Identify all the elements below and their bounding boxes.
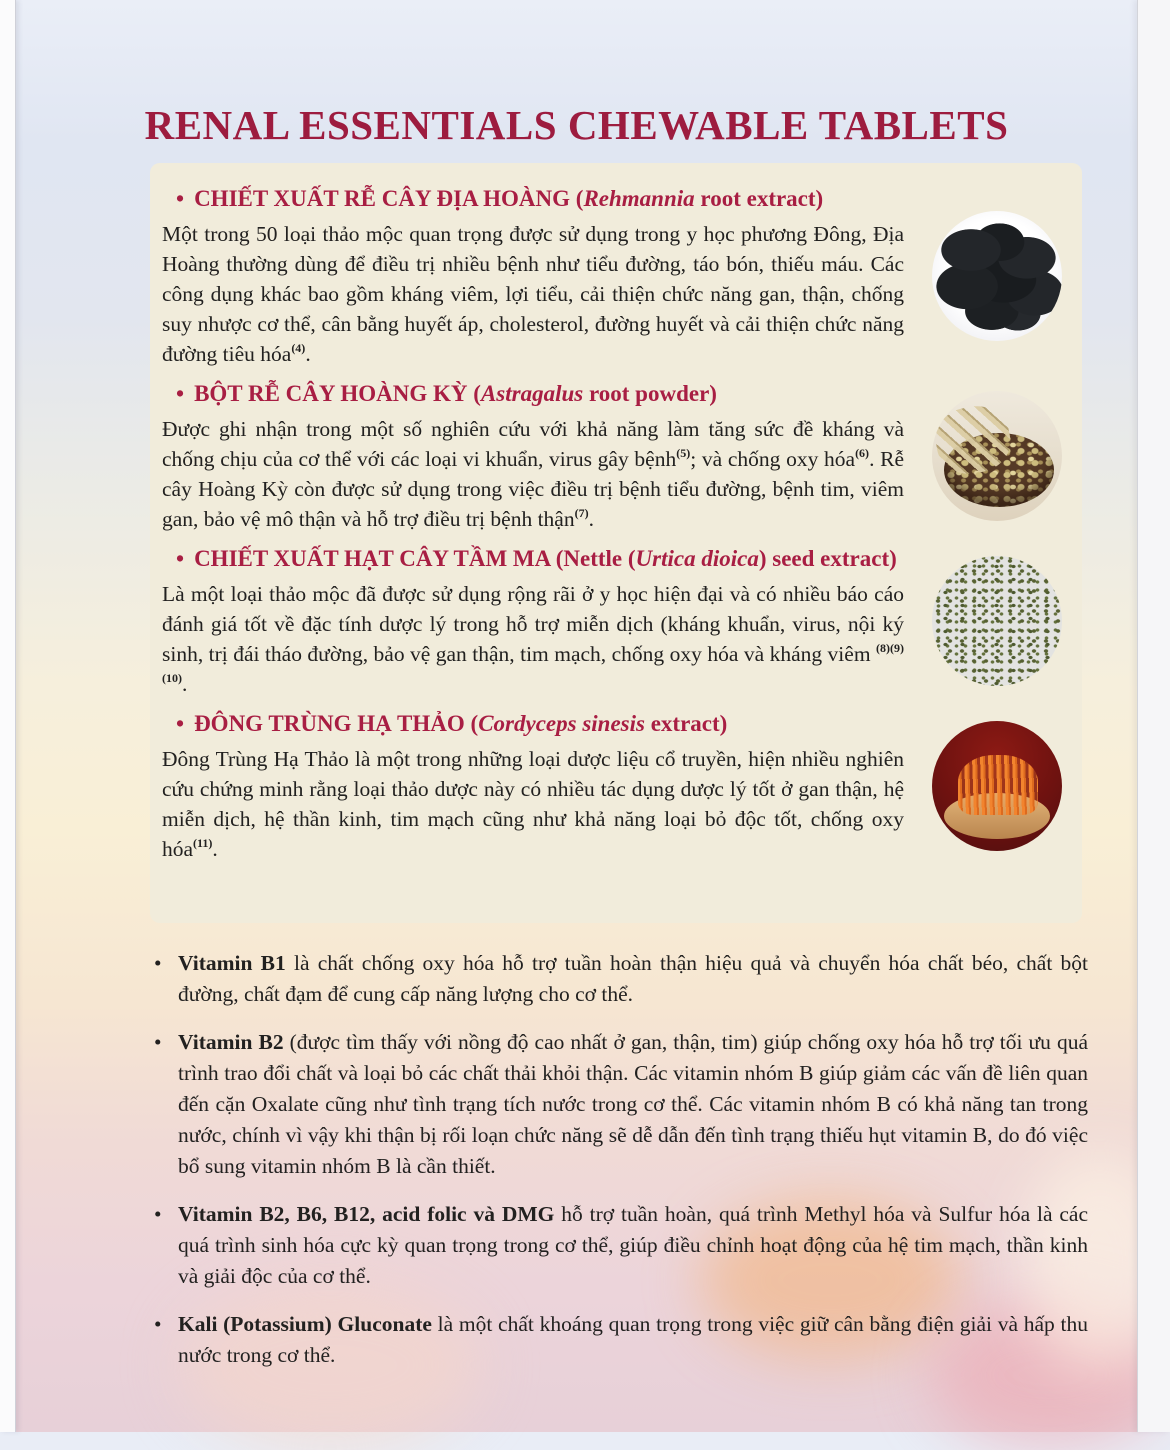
- heading-vietnamese: CHIẾT XUẤT RỄ CÂY ĐỊA HOÀNG: [194, 186, 571, 211]
- list-item-text: (được tìm thấy với nồng độ cao nhất ở gan, thận, tim) giúp chống oxy hóa hỗ trợ tối ưu quá trình trao đổi chất và loại bỏ các chất thải khỏi thận. Các vitamin nhóm B giúp giảm các vấn đề liên quan đến cặn Oxalate cũng như tình trạng tích nước trong cơ thể. Các vitamin nhóm B có khả năng tan trong nước, chính vì vậy khi thận bị rối loạn chức năng sẽ dễ dẫn đến tình trạng thiếu hụt vitamin B, do đó việc bổ sung vitamin nhóm B là cần thiết.: [178, 1030, 1088, 1178]
- rehmannia-roots-photo: [932, 211, 1062, 341]
- reference-superscript: (5): [676, 446, 691, 461]
- heading-latin-pre: (: [464, 711, 479, 737]
- list-item-vitamin-b2: [152, 1027, 1088, 1182]
- scan-edge-right: [1137, 0, 1170, 1432]
- bullet-icon: •: [154, 1312, 162, 1336]
- paragraph-text: Một trong 50 loại thảo mộc quan trọng được sử dụng trong y học phương Đông, Địa Hoàng thường dùng để điều trị nhiều bệnh như tiểu đường, táo bón, thiếu máu. Các công dụng khác bao gồm kháng viêm, lợi tiểu, cải thiện chức năng gan, thận, chống suy nhược cơ thể, cân bằng huyết áp, cholesterol, đường huyết và cải thiện chức năng đường tiêu hóa: [162, 222, 904, 367]
- paragraph-text: . Rễ cây Hoàng Kỳ còn được sử dụng trong việc điều trị bệnh tiểu đường, bệnh tim, viêm gan, bảo vệ mô thận và hỗ trợ điều trị bệnh thận: [162, 447, 905, 532]
- heading-vietnamese: ĐÔNG TRÙNG HẠ THẢO: [194, 711, 465, 737]
- paragraph-text: ; và chống oxy hóa: [690, 447, 856, 472]
- heading-latin-name: Rehmannia: [583, 186, 695, 211]
- paragraph-text: .: [182, 672, 188, 697]
- list-item-lead: Vitamin B2: [178, 1030, 284, 1054]
- bullet-icon: •: [176, 711, 185, 737]
- heading-latin-name: Cordyceps sinesis: [478, 711, 645, 737]
- cordyceps-photo: [932, 721, 1062, 851]
- reference-superscript: (7): [574, 506, 589, 521]
- paragraph-text: Đông Trùng Hạ Thảo là một trong những loại dược liệu cổ truyền, hiện nhiều nghiên cứu chứng minh rằng loại thảo dược này có nhiều tác dụng dược lý tốt ở gan thận, hệ miễn dịch, hệ thần kinh, tim mạch cũng như khả năng loại bỏ độc tốt, chống oxy hóa: [162, 747, 904, 862]
- scan-edge-left: [0, 0, 16, 1432]
- heading-latin-pre: (: [570, 186, 584, 211]
- list-item-text: là một chất khoáng quan trọng trong việc giữ cân bằng điện giải và hấp thu nước trong cơ thể.: [178, 1312, 1088, 1367]
- list-item-lead: Kali (Potassium) Gluconate: [178, 1312, 432, 1336]
- section-paragraph: [162, 414, 904, 534]
- ingredient-box: [150, 163, 1082, 923]
- section-paragraph: [162, 744, 904, 864]
- bullet-icon: •: [154, 1030, 162, 1054]
- nettle-seeds-photo: [932, 556, 1062, 686]
- paragraph-text: Là một loại thảo mộc đã được sử dụng rộng rãi ở y học hiện đại và có nhiều báo cáo đánh giá tốt về đặc tính dược lý trong hỗ trợ miễn dịch (kháng khuẩn, virus, nội ký sinh, trị đái tháo đường, bảo vệ gan thận, tim mạch, chống oxy hóa và kháng viêm: [162, 582, 904, 667]
- page-title: RENAL ESSENTIALS CHEWABLE TABLETS: [144, 102, 1009, 149]
- heading-latin-name: Astragalus: [480, 381, 584, 407]
- reference-superscript: (6): [855, 446, 870, 461]
- section-astragalus: [162, 378, 1082, 534]
- paragraph-text: .: [305, 342, 311, 367]
- heading-latin-name: Urtica dioica: [635, 546, 759, 572]
- section-paragraph: [162, 219, 904, 369]
- vitamin-bullet-list: [152, 948, 1088, 1388]
- list-item-vitamin-b1: [152, 948, 1088, 1010]
- section-paragraph: [162, 579, 904, 699]
- section-nettle: [162, 543, 1082, 699]
- reference-superscript: (11): [193, 836, 213, 851]
- reference-superscript: (4): [291, 341, 306, 356]
- list-item-text: là chất chống oxy hóa hỗ trợ tuần hoàn thận hiệu quả và chuyển hóa chất béo, chất bột đường, chất đạm để cung cấp năng lượng cho cơ thể.: [178, 951, 1089, 1006]
- heading-vietnamese: BỘT RỄ CÂY HOÀNG KỲ: [194, 381, 468, 407]
- heading-latin-pre: (: [467, 381, 481, 407]
- list-item-potassium-gluconate: [152, 1309, 1088, 1371]
- heading-latin-post: ) seed extract): [758, 546, 897, 572]
- section-rehmannia: [162, 183, 1082, 369]
- bullet-icon: •: [154, 951, 162, 975]
- bullet-icon: •: [154, 1202, 162, 1226]
- paragraph-text: Được ghi nhận trong một số nghiên cứu với khả năng làm tăng sức đề kháng và chống chịu của cơ thể với các loại vi khuẩn, virus gây bệnh: [162, 417, 904, 472]
- reference-superscript: (8)(9)(10): [162, 641, 904, 686]
- heading-vietnamese: CHIẾT XUẤT HẠT CÂY TẦM MA: [194, 546, 550, 572]
- bullet-icon: •: [176, 546, 185, 572]
- list-item-lead: Vitamin B2, B6, B12, acid folic và DMG: [178, 1202, 555, 1226]
- astragalus-root-photo: [932, 391, 1062, 521]
- section-heading: [176, 183, 904, 214]
- heading-latin-post: root extract): [694, 186, 824, 211]
- bullet-icon: •: [176, 186, 185, 211]
- heading-latin-pre: (Nettle (: [549, 546, 636, 572]
- section-cordyceps: [162, 708, 1082, 864]
- section-heading: [176, 378, 904, 409]
- heading-latin-post: root powder): [583, 381, 717, 407]
- bullet-icon: •: [176, 381, 185, 407]
- heading-latin-post: extract): [644, 711, 728, 737]
- section-heading: [176, 708, 904, 739]
- section-heading: [176, 543, 904, 574]
- list-item-lead: Vitamin B1: [178, 951, 286, 975]
- list-item-text: hỗ trợ tuần hoàn, quá trình Methyl hóa và Sulfur hóa là các quá trình sinh hóa cực kỳ quan trọng trong cơ thể, giúp điều chỉnh hoạt động của hệ tim mạch, thần kinh và giải độc của cơ thể.: [178, 1202, 1089, 1288]
- list-item-vitamin-b-complex: [152, 1199, 1088, 1292]
- paragraph-text: .: [212, 837, 218, 862]
- paragraph-text: .: [588, 507, 594, 532]
